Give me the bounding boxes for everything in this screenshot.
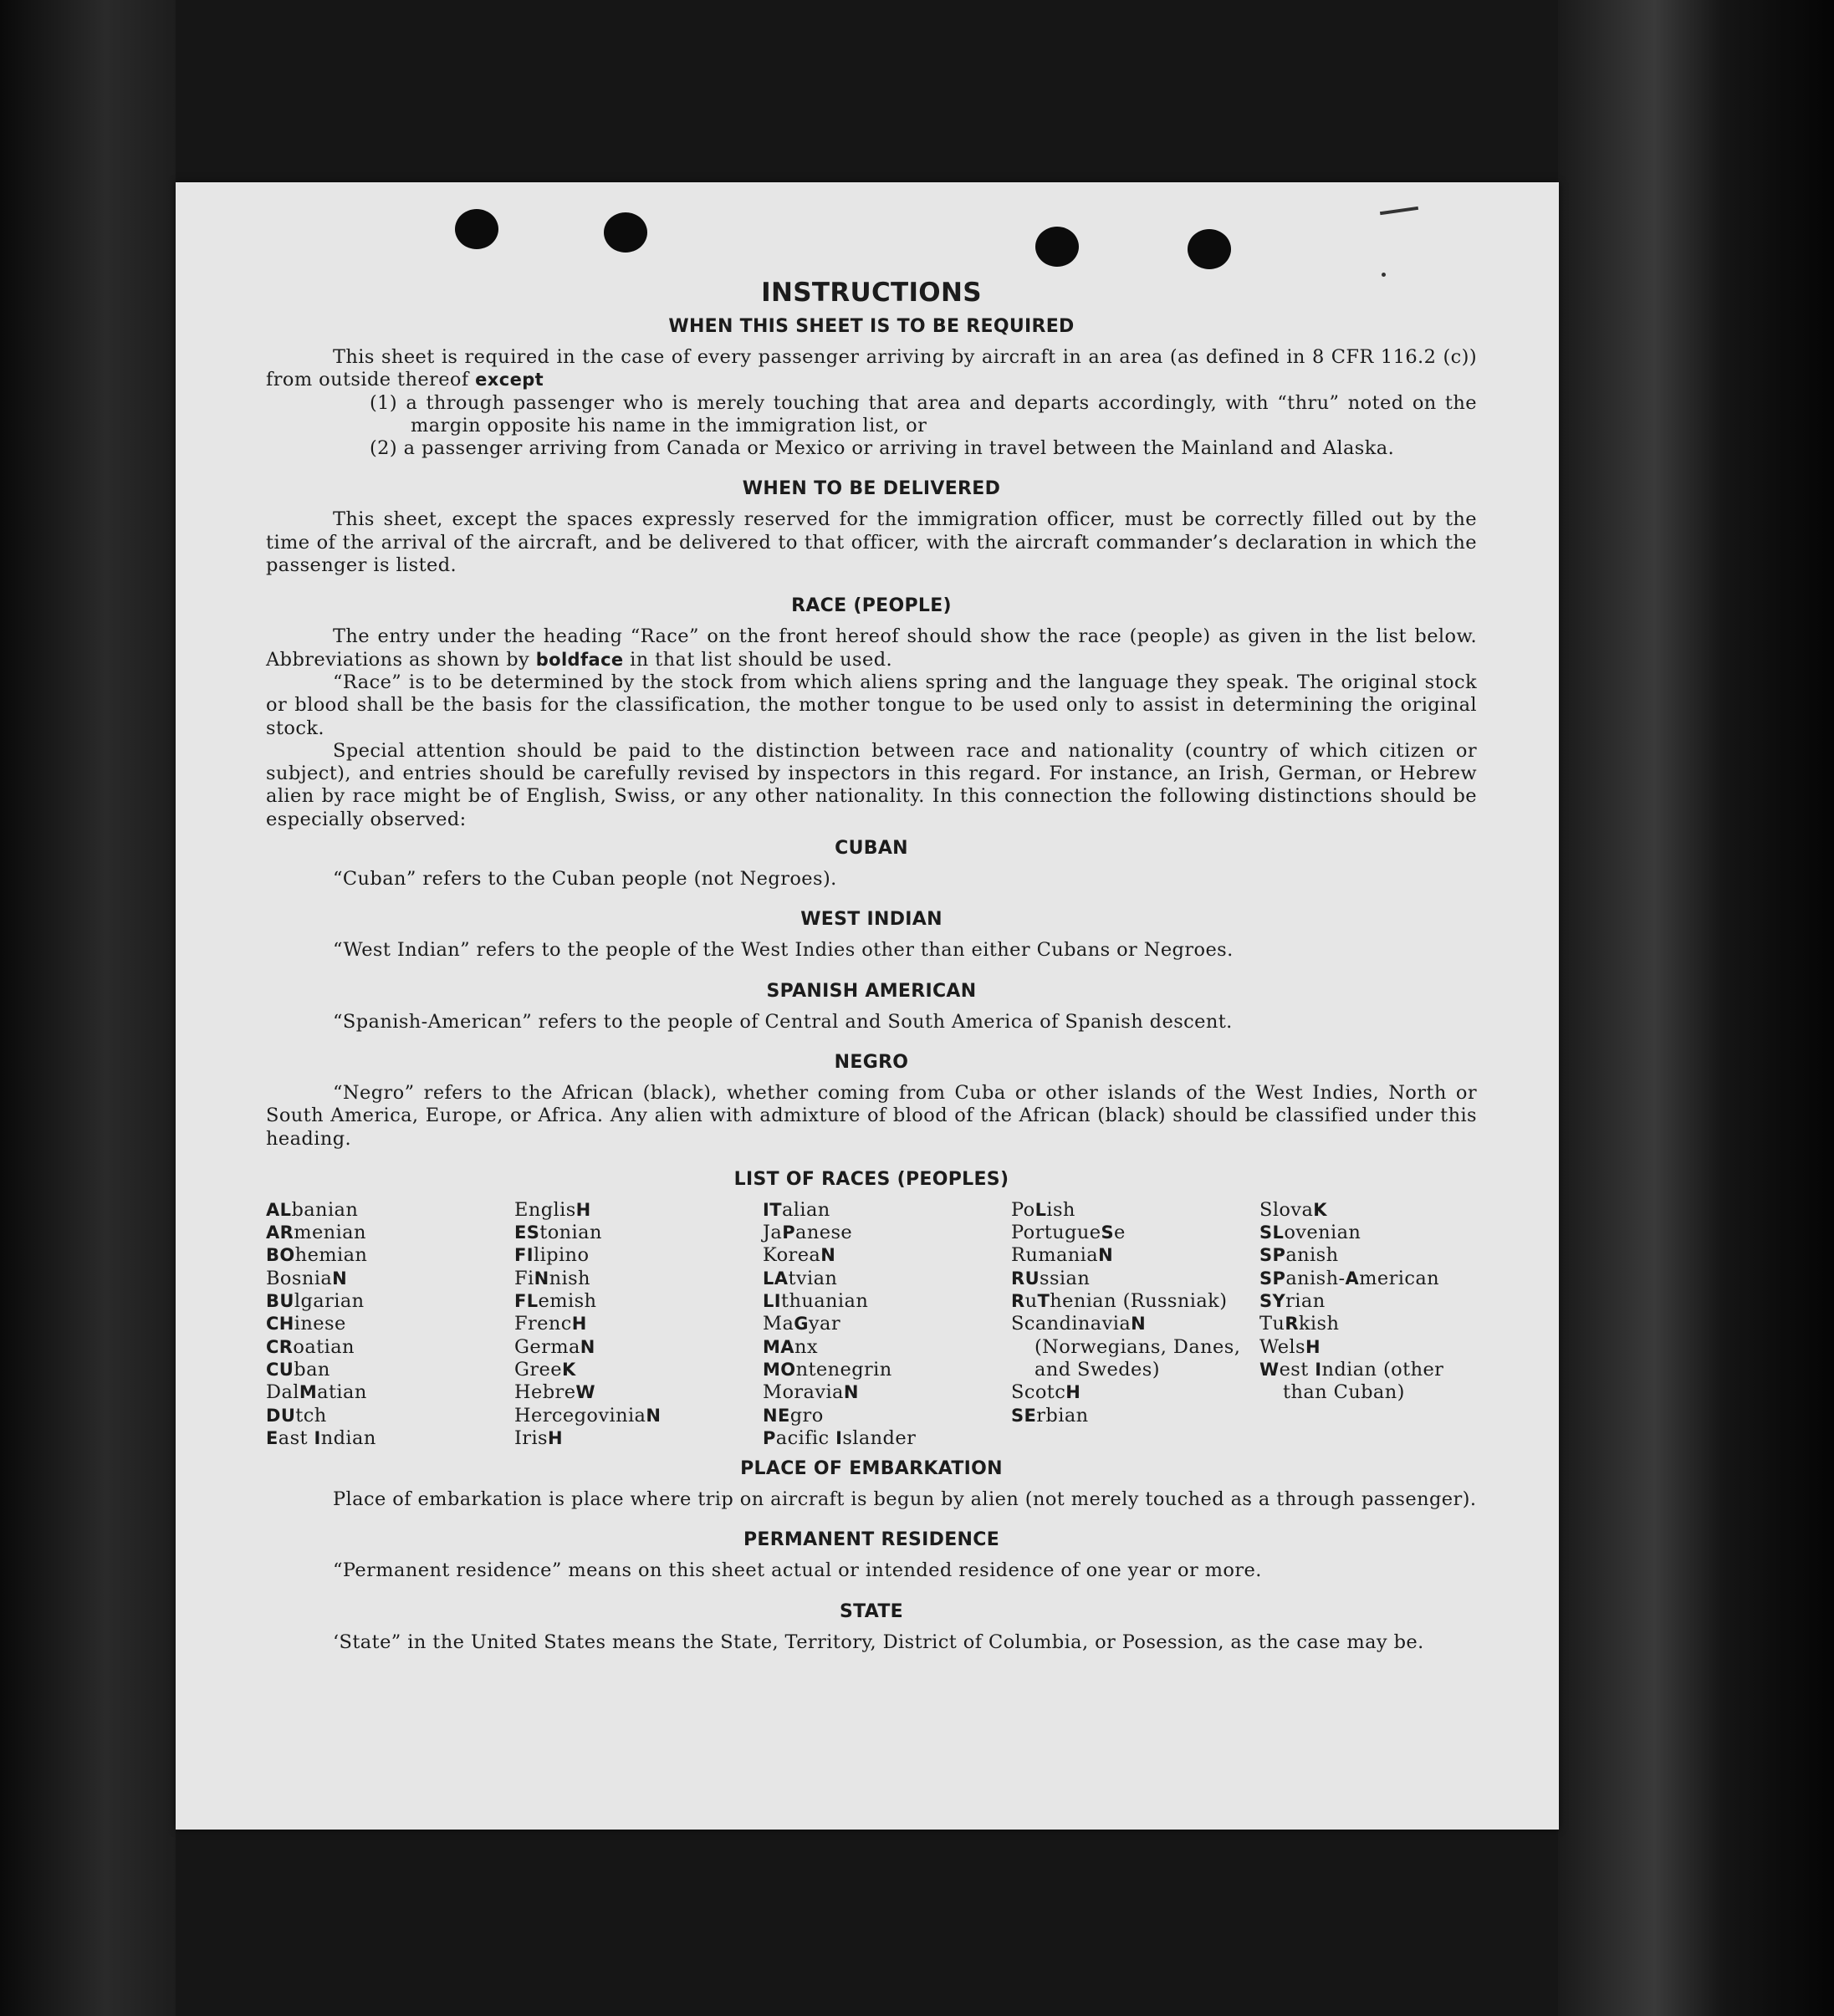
heading-embarkation: PLACE OF EMBARKATION	[740, 1458, 1003, 1480]
race-abbrev-letters: I	[1315, 1359, 1322, 1380]
race-abbrev-letters: W	[1259, 1359, 1280, 1380]
race-abbrev-letters: M	[299, 1382, 318, 1403]
scan-background-left	[0, 0, 176, 2016]
punch-hole-1	[455, 209, 498, 249]
required-intro-text: This sheet is required in the case of every passenger arriving by aircraft in an area (as defined in 8 CFR 116.2 (c)) from outside thereof	[266, 346, 1477, 391]
race-item	[514, 1313, 759, 1335]
race-abbrev-letters: R	[1011, 1291, 1025, 1312]
west-indian-text: “West Indian” refers to the people of the West Indies other than either Cubans or Negroes.	[333, 939, 1234, 962]
race-name-text: Scotc	[1011, 1381, 1066, 1404]
race-item	[514, 1336, 759, 1359]
race-column-1	[266, 1199, 510, 1450]
heading-when-required: WHEN THIS SHEET IS TO BE REQUIRED	[668, 316, 1075, 337]
race-item	[763, 1427, 1007, 1450]
race-item	[763, 1222, 1007, 1244]
race-name-text: inese	[294, 1313, 346, 1335]
race-item	[1259, 1336, 1477, 1359]
race-abbrev-letters: N	[1098, 1245, 1114, 1266]
race-abbrev-letters: SP	[1259, 1268, 1286, 1289]
punch-hole-4	[1188, 229, 1231, 269]
race-name-text: yar	[808, 1313, 840, 1335]
race-column-2	[514, 1199, 759, 1450]
race-item	[514, 1290, 759, 1313]
race-name-text: Ja	[763, 1222, 783, 1244]
race-abbrev-letters: L	[1034, 1199, 1047, 1220]
race-item	[266, 1336, 510, 1359]
race-name-text: oatian	[293, 1335, 355, 1358]
race-abbrev-letters: IT	[763, 1199, 782, 1220]
race-name-text: anese	[795, 1222, 853, 1244]
race-item	[763, 1359, 1007, 1381]
race-name-text: Scandinavia	[1011, 1313, 1132, 1335]
race-abbrev-letters: MO	[763, 1359, 796, 1380]
race-abbrev-letters: A	[1345, 1268, 1360, 1289]
race-name-text: henian (Russniak)	[1050, 1290, 1228, 1313]
race-item	[514, 1359, 759, 1381]
race-name-text: e	[1114, 1222, 1126, 1244]
race-abbrev-letters: H	[571, 1314, 587, 1335]
race-name-text: ish	[1046, 1198, 1075, 1221]
page-title: INSTRUCTIONS	[761, 278, 982, 308]
race-name-text: Fi	[514, 1267, 534, 1289]
race-name-text: merican	[1359, 1267, 1440, 1289]
race-abbrev-letters: H	[548, 1427, 563, 1448]
race-abbrev-letters: W	[575, 1382, 595, 1403]
race-abbrev-letters: N	[1131, 1314, 1147, 1335]
race-name-text: Moravia	[763, 1381, 844, 1404]
race-item	[1011, 1381, 1255, 1404]
race-item	[266, 1381, 510, 1404]
race-abbrev-letters: AR	[266, 1222, 294, 1243]
race-name-text: Dal	[266, 1381, 299, 1404]
race-item	[266, 1313, 510, 1335]
race-name-text: rbian	[1036, 1404, 1089, 1427]
heading-race: RACE (PEOPLE)	[791, 595, 952, 617]
state-text: ‘State” in the United States means the State, Territory, District of Columbia, or Posession, as the case may be.	[333, 1631, 1424, 1653]
race-abbrev-letters: MA	[763, 1336, 794, 1357]
race-name-text: emish	[538, 1290, 597, 1313]
race-item	[1259, 1199, 1477, 1222]
race-abbrev-letters: R	[1285, 1314, 1299, 1335]
race-item	[763, 1199, 1007, 1222]
race-abbrev-letters: H	[1065, 1382, 1081, 1403]
race-abbrev-letters: H	[1305, 1336, 1321, 1357]
race-name-text: tch	[295, 1404, 327, 1427]
race-item	[1259, 1313, 1477, 1335]
race-name-text: lgarian	[294, 1290, 365, 1313]
race-name-text: Frenc	[514, 1313, 572, 1335]
race-item	[1259, 1290, 1477, 1313]
race-abbrev-letters: AL	[266, 1199, 292, 1220]
scan-speck	[1380, 207, 1418, 215]
race-item	[266, 1427, 510, 1450]
race-name-text: Wels	[1259, 1335, 1305, 1358]
race-column-5	[1259, 1199, 1477, 1450]
race-name-text: alian	[781, 1198, 830, 1221]
race-abbrev-letters: H	[575, 1199, 591, 1220]
race-abbrev-letters: N	[820, 1245, 836, 1266]
race-item	[514, 1427, 759, 1450]
race-name-text: Iris	[514, 1427, 548, 1449]
race-item	[266, 1290, 510, 1313]
race-abbrev-letters: N	[646, 1405, 662, 1426]
race-item	[763, 1336, 1007, 1359]
scan-background-right	[1558, 0, 1834, 2016]
race-item	[514, 1381, 759, 1404]
race-abbrev-letters: K	[561, 1359, 576, 1380]
race-abbrev-letters: ES	[514, 1222, 540, 1243]
race-name-text: anish	[1285, 1244, 1339, 1267]
race-name-text: ovenian	[1284, 1222, 1361, 1244]
race-item	[1011, 1313, 1255, 1381]
race-name-text: Po	[1011, 1198, 1035, 1221]
race-abbrev-letters: SP	[1259, 1245, 1286, 1266]
required-intro	[266, 346, 1477, 392]
race-name-text: Germa	[514, 1335, 580, 1358]
race-name-text: ast	[278, 1427, 314, 1449]
race-name-text: rian	[1285, 1290, 1326, 1313]
race-item	[763, 1290, 1007, 1313]
race-column-3	[763, 1199, 1007, 1450]
race-item	[763, 1313, 1007, 1335]
race-abbrev-letters: FL	[514, 1291, 539, 1312]
race-name-text: ban	[294, 1358, 330, 1381]
race-p1-text-a: The entry under the heading “Race” on the front hereof should show the race (people) as given in the list below. Abbreviations as shown by	[266, 625, 1477, 671]
punch-hole-2	[604, 212, 647, 253]
race-name-text: hemian	[294, 1244, 368, 1267]
race-name-text: tonian	[539, 1222, 602, 1244]
race-name-text: Bosnia	[266, 1267, 333, 1289]
race-abbrev-letters: NE	[763, 1405, 790, 1426]
race-item	[514, 1222, 759, 1244]
heading-when-delivered: WHEN TO BE DELIVERED	[742, 478, 1001, 500]
race-paragraph-2: “Race” is to be determined by the stock from which aliens spring and the language they speak. The original stock or blood shall be the basis for the classification, the mother tongue to be used only to assist in determining the original stock.	[266, 671, 1477, 739]
race-item	[1259, 1244, 1477, 1267]
race-name-text: menian	[294, 1222, 366, 1244]
race-paragraph-3: Special attention should be paid to the distinction between race and nationality (country of which citizen or subject), and entries should be carefully revised by inspectors in this regard. For instance, an Irish, German, or Hebrew alien by race might be of English, Swiss, or any other nationality. In this connection the following distinctions should be especially observed:	[266, 739, 1477, 830]
race-abbrev-letters: S	[1101, 1222, 1115, 1243]
negro-text: “Negro” refers to the African (black), whether coming from Cuba or other islands of the West Indies, North or South America, Europe, or Africa. Any alien with admixture of blood of the African (black) should be classified under this heading.	[266, 1081, 1477, 1150]
race-p1-text-b: in that list should be used.	[623, 648, 893, 671]
race-name-text: Gree	[514, 1358, 562, 1381]
race-name-text: (Norwegians, Danes, and Swedes)	[1034, 1335, 1241, 1381]
embarkation-text: Place of embarkation is place where trip on aircraft is begun by alien (not merely touched as a through passenger).	[333, 1488, 1477, 1511]
race-name-text: Slova	[1259, 1198, 1314, 1221]
race-abbrev-letters: N	[580, 1336, 595, 1357]
race-item	[1259, 1268, 1477, 1290]
race-item	[1011, 1268, 1255, 1290]
race-abbrev-letters: LA	[763, 1268, 789, 1289]
delivered-text: This sheet, except the spaces expressly reserved for the immigration officer, must be correctly filled out by the time of the arrival of the aircraft, and be delivered to that officer, with the aircraft commander’s declaration in which the passenger is listed.	[266, 508, 1477, 577]
race-name-text: Korea	[763, 1244, 821, 1267]
heading-cuban: CUBAN	[835, 838, 908, 860]
race-abbrev-letters: CH	[266, 1314, 294, 1335]
race-name-text: anish-	[1285, 1267, 1346, 1289]
race-item	[1011, 1244, 1255, 1267]
race-abbrev-letters: N	[843, 1382, 859, 1403]
race-name-text: Tu	[1259, 1313, 1285, 1335]
race-name-text: Hercegovinia	[514, 1404, 646, 1427]
race-item	[1011, 1405, 1255, 1427]
permanent-residence-text: “Permanent residence” means on this sheet actual or intended residence of one year or more.	[333, 1559, 1262, 1582]
race-abbrev-letters: LI	[763, 1291, 781, 1312]
race-item	[266, 1405, 510, 1427]
race-abbrev-letters: RU	[1011, 1268, 1040, 1289]
heading-negro: NEGRO	[834, 1051, 909, 1073]
race-name-text: banian	[291, 1198, 359, 1221]
race-item	[266, 1222, 510, 1244]
race-name-text: Portugue	[1011, 1222, 1101, 1244]
race-name-text: gro	[789, 1404, 824, 1427]
race-abbrev-letters: BO	[266, 1245, 295, 1266]
race-name-text: ntenegrin	[795, 1358, 892, 1381]
race-item	[1011, 1290, 1255, 1313]
race-p1-boldface: boldface	[535, 649, 624, 670]
race-item	[266, 1359, 510, 1381]
race-item	[763, 1268, 1007, 1290]
race-abbrev-letters: CU	[266, 1359, 294, 1380]
heading-spanish-american: SPANISH AMERICAN	[766, 980, 977, 1002]
heading-permanent-residence: PERMANENT RESIDENCE	[743, 1529, 1000, 1551]
race-abbrev-letters: I	[835, 1427, 843, 1448]
race-name-text: ssian	[1040, 1267, 1091, 1289]
race-item	[1011, 1222, 1255, 1244]
race-name-text: ndian	[320, 1427, 376, 1449]
exception-item-1: (1) a through passenger who is merely touching that area and departs accordingly, with “thru” noted on the margin opposite his name in the immigration list, or	[370, 391, 1477, 436]
race-item	[514, 1244, 759, 1267]
race-name-text: Rumania	[1011, 1244, 1099, 1267]
race-abbrev-letters: DU	[266, 1405, 296, 1426]
race-name-text: tvian	[788, 1267, 838, 1289]
race-abbrev-letters: I	[314, 1427, 321, 1448]
race-item	[763, 1405, 1007, 1427]
race-item	[1011, 1199, 1255, 1222]
race-name-text: Englis	[514, 1198, 576, 1221]
race-item	[514, 1199, 759, 1222]
race-column-4	[1011, 1199, 1255, 1450]
race-name-text: nish	[549, 1267, 590, 1289]
punch-hole-3	[1035, 227, 1079, 267]
race-abbrev-letters: N	[332, 1268, 348, 1289]
cuban-text: “Cuban” refers to the Cuban people (not Negroes).	[333, 868, 837, 891]
race-abbrev-letters: T	[1037, 1291, 1050, 1312]
race-abbrev-letters: E	[266, 1427, 278, 1448]
race-item	[514, 1405, 759, 1427]
race-name-text: atian	[317, 1381, 367, 1404]
exception-item-2: (2) a passenger arriving from Canada or Mexico or arriving in travel between the Mainland and Alaska.	[370, 437, 1395, 460]
race-item	[763, 1381, 1007, 1404]
race-abbrev-letters: CR	[266, 1336, 294, 1357]
spanish-american-text: “Spanish-American” refers to the people of Central and South America of Spanish descent.	[333, 1010, 1233, 1033]
race-abbrev-letters: P	[763, 1427, 776, 1448]
race-name-text: nx	[794, 1335, 818, 1358]
race-item	[266, 1268, 510, 1290]
heading-west-indian: WEST INDIAN	[800, 909, 943, 931]
heading-list-of-races: LIST OF RACES (PEOPLES)	[733, 1168, 1009, 1190]
race-name-text: acific	[775, 1427, 836, 1449]
race-name-text: kish	[1298, 1313, 1340, 1335]
race-abbrev-letters: SE	[1011, 1405, 1037, 1426]
race-name-text: lipino	[533, 1244, 590, 1267]
race-item	[266, 1199, 510, 1222]
race-abbrev-letters: G	[794, 1314, 809, 1335]
exception-list	[266, 392, 1477, 461]
heading-state: STATE	[840, 1600, 903, 1622]
race-item	[266, 1244, 510, 1267]
race-paragraph-1	[266, 625, 1477, 671]
race-abbrev-letters: N	[534, 1268, 549, 1289]
required-intro-except: except	[475, 370, 544, 390]
race-abbrev-letters: SL	[1259, 1222, 1285, 1243]
race-name-text: slander	[842, 1427, 917, 1449]
instructions-content	[266, 276, 1477, 1654]
race-name-text: ndian (other than Cuban)	[1283, 1358, 1444, 1404]
race-abbrev-letters: SY	[1259, 1291, 1286, 1312]
race-abbrev-letters: FI	[514, 1245, 534, 1266]
race-name-text: Ma	[763, 1313, 794, 1335]
race-item	[763, 1244, 1007, 1267]
race-name-text: thuanian	[781, 1290, 869, 1313]
race-name-text: u	[1024, 1290, 1038, 1313]
race-item	[1259, 1359, 1477, 1405]
race-abbrev-letters: BU	[266, 1291, 294, 1312]
race-abbrev-letters: P	[782, 1222, 796, 1243]
race-item	[1259, 1222, 1477, 1244]
race-list	[266, 1199, 1477, 1450]
race-abbrev-letters: K	[1313, 1199, 1327, 1220]
race-name-text: est	[1279, 1358, 1315, 1381]
race-item	[514, 1268, 759, 1290]
instruction-sheet	[176, 182, 1559, 1830]
race-name-text: Hebre	[514, 1381, 576, 1404]
